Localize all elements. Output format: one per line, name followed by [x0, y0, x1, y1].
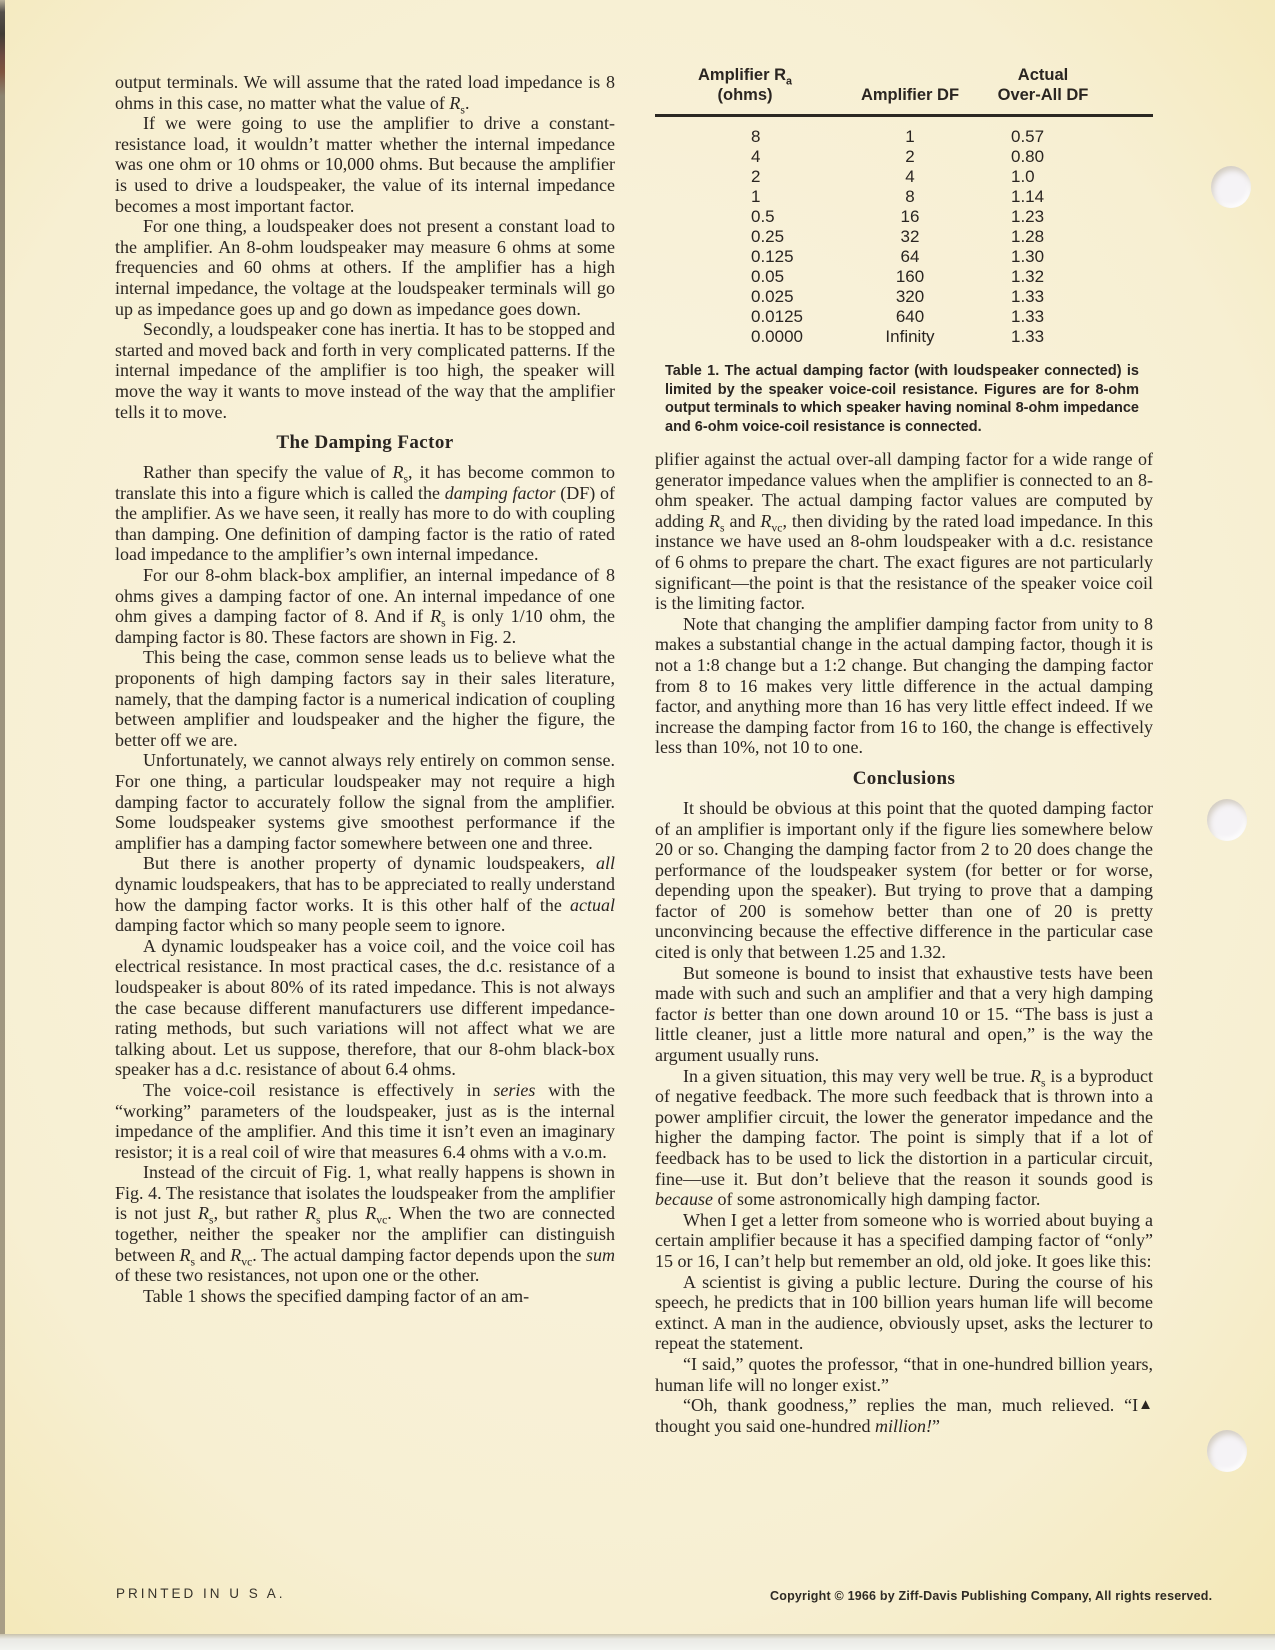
paragraph: Rather than specify the value of $R_s$, it has become common to translate this into a figure which is called the damping factor (DF) of the amplifier. As we have seen, it really has more to do with coupling than damping. One definition of damping factor is the ratio of rated load impedance to the amplifier’s own internal impedance. — [115, 462, 616, 565]
table-cell: 1.0 — [1011, 167, 1035, 186]
table-cell: 1.33 — [1011, 287, 1045, 306]
paragraph: Table 1 shows the specified damping factor of an am- — [143, 1285, 530, 1306]
paragraph: If we were going to use the amplifier to drive a constant-resistance load, it wouldn’t matter whether the internal impedance was one ohm or 10 ohms or 10,000 ohms. But because the amplifier is used to drive a loudspeaker, the value of its internal impedance becomes a most important factor. — [115, 113, 615, 216]
table-1-damping-factor — [655, 60, 1153, 347]
paragraph: Unfortunately, we cannot always rely entirely on common sense. For one thing, a particular loudspeaker may not require a high damping factor to accurately follow the signal from the amplifier. Some loudspeaker systems give smoothest performance if the amplifier has a damping factor somewhere between one and three. — [115, 750, 615, 853]
paragraph: plifier against the actual over-all damping factor for a wide range of generator impedance values when the amplifier is connected to an 8-ohm speaker. The actual damping factor values are computed by adding $R_s$ and $R_{vc}$, then dividing by the rated load impedance. In this instance we have used an 8-ohm loudspeaker with a d.c. resistance of 6 ohms to prepare the chart. The exact figures are not particularly significant—the point is that the resistance of the speaker voice coil is the limiting factor. — [655, 449, 1153, 614]
table-cell: 2 — [751, 167, 761, 186]
paragraph: Note that changing the amplifier damping factor from unity to 8 makes a substantial change in the actual damping factor, though it is not a 1:8 change but a 1:2 change. But changing the damping factor from 8 to 16 makes very little difference in the actual damping factor, and anything more than 16 has very little effect indeed. If we increase the damping factor from 16 to 160, the change is effectively less than 10%, not 10 to one. — [655, 613, 1153, 758]
table-column-header: Amplifier DF — [860, 85, 960, 104]
printed-in-usa-note: PRINTED IN U S A. — [116, 1586, 286, 1601]
table-cell: 8 — [751, 127, 761, 146]
table-cell: 0.0000 — [751, 327, 803, 346]
paragraph: A dynamic loudspeaker has a voice coil, and the voice coil has electrical resistance. In most practical cases, the d.c. resistance of a loudspeaker is about 80% of its rated impedance. This is not always the case because different manufacturers use different impedance-rating methods, but such variations will not affect what we are talking about. Let us suppose, therefore, that our 8-ohm black-box speaker has a d.c. resistance of about 6.4 ohms. — [115, 935, 615, 1080]
paragraph: ▲ “Oh, thank goodness,” replies the man, much relieved. “I thought you said one-hundred million!” — [655, 1395, 1153, 1436]
table-cell: 8 — [905, 187, 915, 206]
paragraph: A scientist is giving a public lecture. During the course of his speech, he predicts that in 100 billion years human life will become extinct. A man in the audience, obviously upset, asks the lecturer to repeat the statement. — [655, 1271, 1153, 1354]
table-cell: 4 — [751, 147, 761, 166]
paragraph: The voice-coil resistance is effectively in series with the “working” parameters of the loudspeaker, just as is the internal impedance of the amplifier. And this time it isn’t even an imaginary resistor; it is a real coil of wire that measures 6.4 ohms with a v.o.m. — [115, 1079, 615, 1162]
table-cell: 1.32 — [1011, 267, 1045, 286]
punch-hole — [1207, 1430, 1247, 1472]
table-row — [655, 247, 1153, 267]
table-row — [655, 207, 1153, 227]
table-cell: 1.14 — [1011, 187, 1045, 206]
table-cell: 1.30 — [1011, 247, 1045, 266]
table-cell: 0.025 — [751, 287, 794, 306]
table-cell: 320 — [895, 287, 925, 306]
table-cell: 1 — [751, 187, 761, 206]
table-cell: 16 — [900, 207, 920, 226]
table-cell: 1.23 — [1011, 207, 1045, 226]
punch-hole — [1211, 166, 1251, 208]
paragraph: Secondly, a loudspeaker cone has inertia. It has to be stopped and started and moved back and forth in very complicated patterns. If the internal impedance of the amplifier is too high, the speaker will move the way it wants to move instead of the way that the amplifier tells it to move. — [115, 319, 615, 422]
table-caption: Table 1. The actual damping factor (with loudspeaker connected) is limited by the speaker voice-coil resistance. Figures are for 8-ohm output terminals to which speaker having nominal 8-ohm impedance and 6-ohm voice-coil resistance is connected. — [665, 363, 1139, 435]
table-cell: 0.0125 — [751, 307, 803, 326]
table-row — [655, 147, 1153, 167]
paragraph: output terminals. We will assume that the rated load impedance is 8 ohms in this case, no matter what the value of $R_s$. — [115, 72, 615, 117]
table-cell: 160 — [895, 267, 925, 286]
table-row — [655, 227, 1153, 247]
table-cell: 0.5 — [751, 207, 775, 226]
table-cell: 1.33 — [1011, 307, 1045, 326]
table-row — [655, 167, 1153, 187]
page-binding-edge — [0, 0, 5, 1634]
table-row — [655, 287, 1153, 307]
table-row — [655, 127, 1153, 147]
table-cell: 4 — [905, 167, 915, 186]
table-row — [655, 327, 1153, 347]
table-cell: 0.125 — [751, 247, 794, 266]
punch-hole — [1207, 799, 1247, 841]
table-column-header: Amplifier $R_a$ (ohms) — [698, 66, 792, 104]
section-heading: Conclusions — [852, 767, 956, 789]
paragraph: For our 8-ohm black-box amplifier, an internal impedance of 8 ohms gives a damping factor of one. An internal impedance of one ohm gives a damping factor of 8. And if $R_s$ is only 1/10 ohm, the damping factor is 80. These factors are shown in Fig. 2. — [115, 565, 615, 647]
table-header-row — [655, 66, 1153, 105]
paragraph: Instead of the circuit of Fig. 1, what really happens is shown in Fig. 4. The resistance that isolates the loudspeaker from the amplifier is not just $R_s$, but rather $R_s$ plus $R_{vc}$. When the two are connected together, neither the speaker nor the amplifier can distinguish between $R_s$ and $R_{vc}$. The actual damping factor depends upon the sum of these two resistances, not upon one or the other. — [115, 1162, 615, 1286]
table-cell: 0.80 — [1011, 147, 1045, 166]
end-of-article-mark: ▲ — [1138, 1397, 1153, 1414]
table-cell: 1.28 — [1011, 227, 1045, 246]
table-row — [655, 187, 1153, 207]
paragraph: “I said,” quotes the professor, “that in one-hundred billion years, human life will no longer exist.” — [655, 1353, 1153, 1395]
table-cell: 64 — [900, 247, 920, 266]
table-cell: 0.05 — [751, 267, 785, 286]
paragraph: In a given situation, this may very well be true. $R_s$ is a byproduct of negative feedback. The more such feedback that is thrown into a power amplifier circuit, the lower the generator impedance and the higher the damping factor. The point is simply that if a lot of feedback has to be used to lick the distortion in a particular circuit, fine—use it. But don’t believe that the reason it sounds good is because of some astronomically high damping factor. — [655, 1065, 1154, 1210]
table-cell: 640 — [895, 307, 925, 326]
table-cell: 0.25 — [751, 227, 785, 246]
table-rule — [655, 114, 1153, 117]
table-cell: 0.57 — [1011, 127, 1045, 146]
scan-background-strip — [0, 1634, 1275, 1650]
table-column-header: Actual Over-All DF — [997, 66, 1089, 104]
section-heading: The Damping Factor — [276, 432, 454, 454]
table-cell: 2 — [905, 147, 915, 166]
right-column-text — [655, 449, 1153, 1436]
paragraph: When I get a letter from someone who is worried about buying a certain amplifier because it has a specified damping factor of “only” 15 or 16, I can’t help but remember an old, old joke. It goes like this: — [655, 1209, 1153, 1271]
paragraph: For one thing, a loudspeaker does not present a constant load to the amplifier. An 8-ohm loudspeaker may measure 6 ohms at some frequencies and 60 ohms at others. If the amplifier has a high internal impedance, the voltage at the loudspeaker terminals will go up as impedance goes up and go down as impedance goes down. — [115, 216, 615, 319]
paragraph: But someone is bound to insist that exhaustive tests have been made with such and such an amplifier and that a very high damping factor is better than one down around 10 or 15. “The bass is just a little cleaner, just a little more natural and open,” is the way the argument usually runs. — [655, 962, 1154, 1066]
table-cell: 1.33 — [1011, 327, 1045, 346]
copyright-notice: Copyright © 1966 by Ziff-Davis Publishing Company, All rights reserved. — [770, 1589, 1213, 1603]
table-cell: 1 — [905, 127, 915, 146]
table-body — [655, 127, 1153, 347]
table-row — [655, 307, 1153, 327]
paragraph: It should be obvious at this point that the quoted damping factor of an amplifier is important only if the figure lies somewhere below 20 or so. Changing the damping factor from 2 to 20 does change the performance of the loudspeaker system (for better or for worse, depending upon the speaker). But trying to prove that a damping factor of 200 is somehow better than one of 20 is pretty unconvincing because the effective difference in the particular case cited is only that between 1.25 and 1.32. — [655, 797, 1153, 963]
paragraph: But there is another property of dynamic loudspeakers, all dynamic loudspeakers, that has to be appreciated to really understand how the damping factor works. It is this other half of the actual damping factor which so many people seem to ignore. — [115, 853, 615, 936]
table-cell: Infinity — [885, 327, 935, 346]
right-text-column — [655, 60, 1153, 1436]
table-cell: 32 — [900, 227, 920, 246]
left-text-column — [115, 72, 615, 1306]
table-row — [655, 267, 1153, 287]
paragraph: This being the case, common sense leads us to believe what the proponents of high damping factors say in their sales literature, namely, that the damping factor is a numerical indication of coupling between amplifier and loudspeaker and the higher the figure, the better off we are. — [115, 647, 615, 750]
